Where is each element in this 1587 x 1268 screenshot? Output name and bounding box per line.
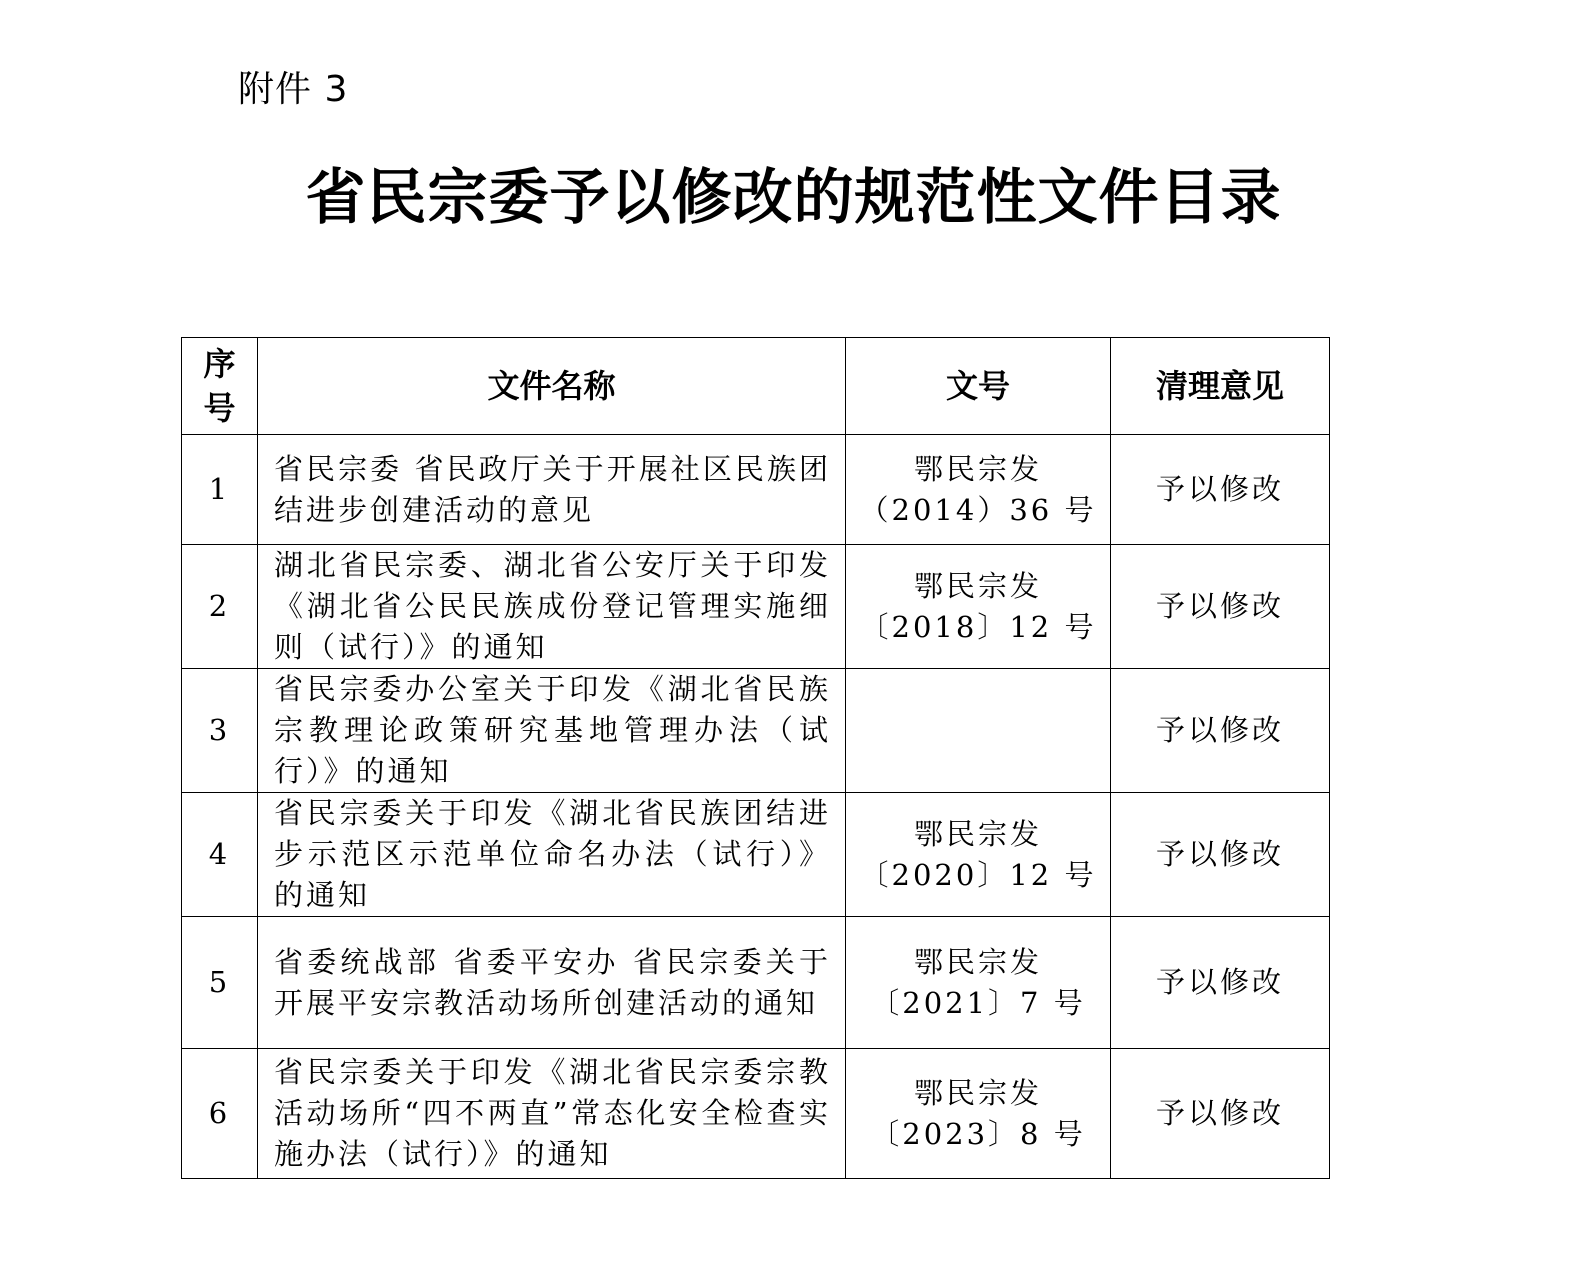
row-seq: 4: [182, 793, 258, 917]
table-row: [182, 435, 1330, 545]
header-opinion: 清理意见: [1111, 338, 1330, 435]
row-seq: 1: [182, 435, 258, 545]
row-doc-number: [846, 793, 1111, 917]
row-file-name: [258, 793, 846, 917]
header-seq-line1: 序: [203, 345, 236, 383]
header-file-name: 文件名称: [258, 338, 846, 435]
row-doc-number-line1: 鄂民宗发: [913, 944, 1042, 979]
document-title: 省民宗委予以修改的规范性文件目录: [305, 163, 1282, 233]
row-opinion: 予以修改: [1111, 669, 1330, 793]
row-file-name: [258, 669, 846, 793]
row-doc-number-line1: 鄂民宗发: [913, 1075, 1042, 1110]
header-doc-number: 文号: [846, 338, 1111, 435]
row-opinion: 予以修改: [1111, 545, 1330, 669]
row-file-name-text: 省民宗委办公室关于印发《湖北省民族宗教理论政策研究基地管理办法（试行）》的通知: [274, 672, 831, 788]
row-doc-number-line2: 〔2018〕12 号: [859, 609, 1097, 644]
row-opinion: 予以修改: [1111, 917, 1330, 1049]
row-doc-number-line1: 鄂民宗发: [913, 451, 1042, 486]
row-file-name: [258, 435, 846, 545]
row-file-name: [258, 1049, 846, 1179]
row-seq: 6: [182, 1049, 258, 1179]
row-opinion: 予以修改: [1111, 435, 1330, 545]
table-row: [182, 545, 1330, 669]
row-opinion: 予以修改: [1111, 793, 1330, 917]
row-seq: 2: [182, 545, 258, 669]
table-header-row: [182, 338, 1330, 435]
row-doc-number-line1: 鄂民宗发: [913, 568, 1042, 603]
table-row: [182, 793, 1330, 917]
row-file-name: [258, 917, 846, 1049]
row-opinion: 予以修改: [1111, 1049, 1330, 1179]
row-seq: 3: [182, 669, 258, 793]
row-file-name-text: 省民宗委 省民政厅关于开展社区民族团结进步创建活动的意见: [274, 451, 831, 527]
row-file-name-text: 省委统战部 省委平安办 省民宗委关于开展平安宗教活动场所创建活动的通知: [274, 944, 831, 1020]
table-row: [182, 1049, 1330, 1179]
document-catalog-table: [181, 337, 1330, 1179]
row-doc-number-line2: 〔2023〕8 号: [870, 1116, 1086, 1151]
row-seq: 5: [182, 917, 258, 1049]
header-seq-line2: 号: [203, 389, 236, 427]
row-doc-number-line1: 鄂民宗发: [913, 816, 1042, 851]
row-doc-number: [846, 917, 1111, 1049]
row-doc-number-line2: 〔2021〕7 号: [870, 985, 1086, 1020]
row-doc-number: [846, 1049, 1111, 1179]
row-doc-number: [846, 545, 1111, 669]
attachment-label: 附件 3: [238, 69, 349, 110]
row-doc-number-line2: 〔2020〕12 号: [859, 857, 1097, 892]
row-doc-number-line2: （2014）36 号: [859, 492, 1097, 527]
row-doc-number: [846, 435, 1111, 545]
table-row: [182, 917, 1330, 1049]
row-file-name-text: 省民宗委关于印发《湖北省民族团结进步示范区示范单位命名办法（试行）》的通知: [274, 796, 831, 912]
table-row: [182, 669, 1330, 793]
row-doc-number: [846, 669, 1111, 793]
row-file-name-text: 湖北省民宗委、湖北省公安厅关于印发《湖北省公民民族成份登记管理实施细则（试行）》的通知: [274, 548, 831, 664]
row-file-name-text: 省民宗委关于印发《湖北省民宗委宗教活动场所“四不两直”常态化安全检查实施办法（试行）》的通知: [274, 1055, 831, 1171]
header-seq: [182, 338, 258, 435]
row-file-name: [258, 545, 846, 669]
